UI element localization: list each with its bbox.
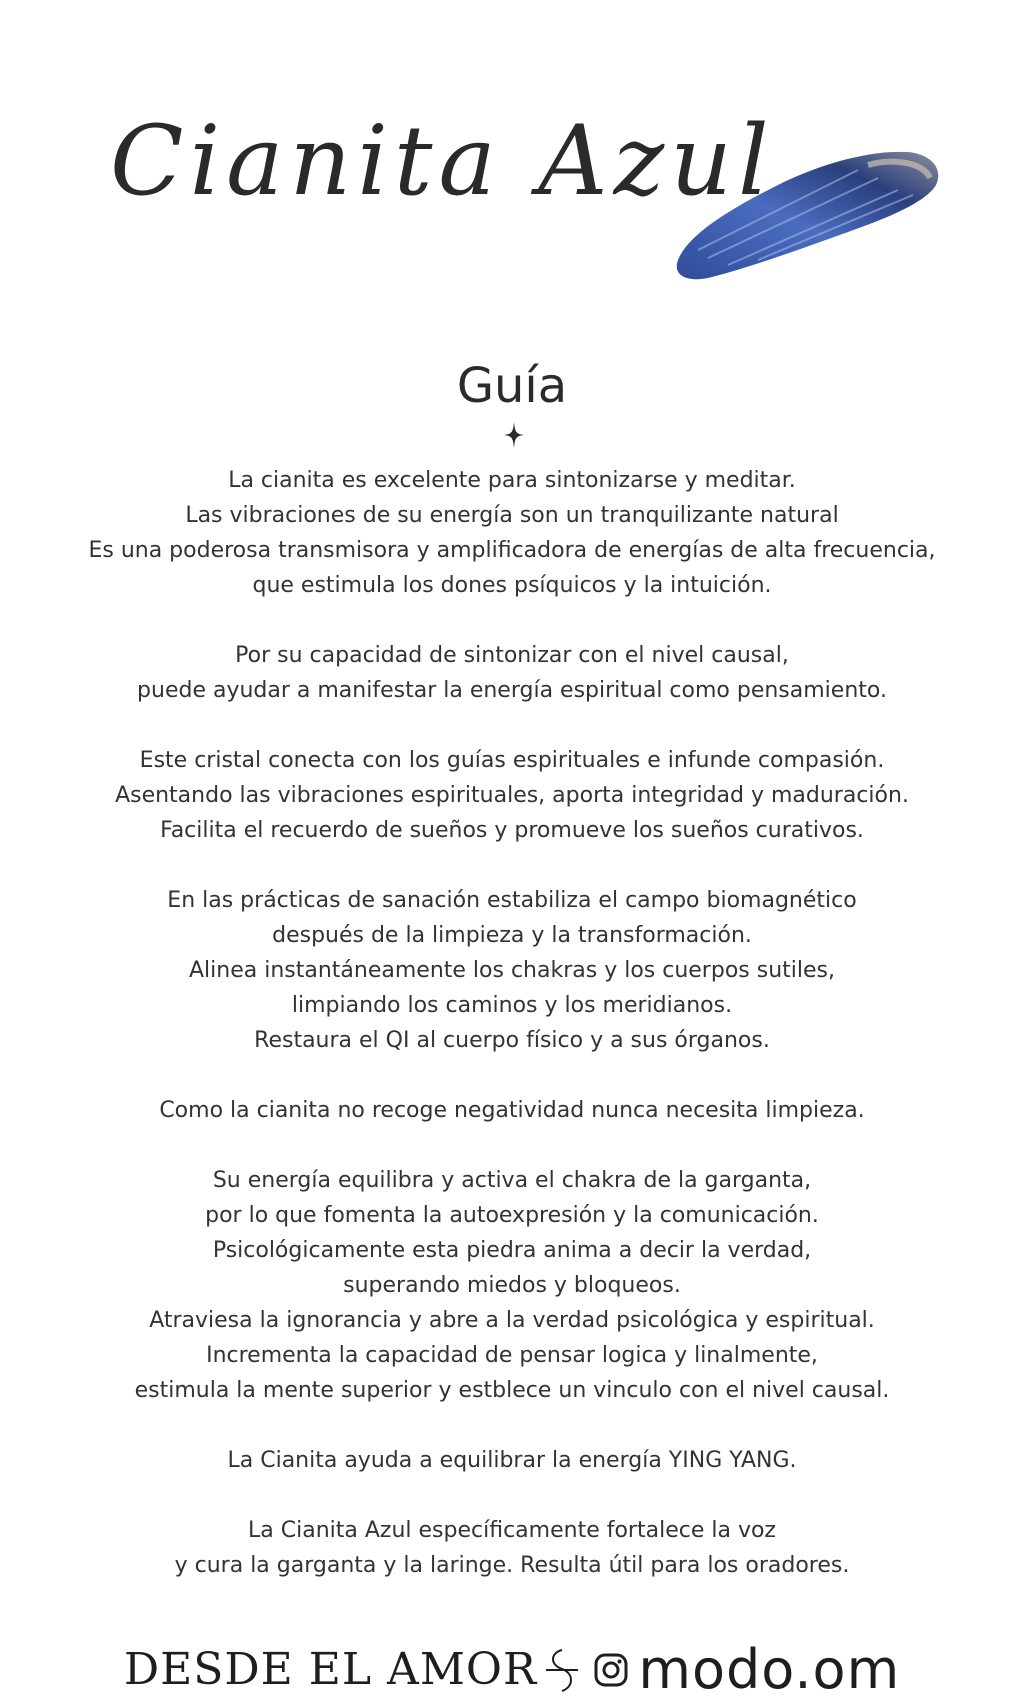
guide-text — [40, 463, 984, 1618]
text-line: Las vibraciones de su energía son un tranquilizante natural — [185, 503, 839, 528]
text-line: Atraviesa la ignorancia y abre a la verdad psicológica y espiritual. — [149, 1308, 875, 1333]
text-line: Por su capacidad de sintonizar con el nivel causal, — [235, 643, 789, 668]
text-line: superando miedos y bloqueos. — [343, 1273, 681, 1298]
brand-left-text: DESDE EL AMOR — [123, 1644, 538, 1695]
page-title: Cianita Azul — [110, 105, 775, 217]
text-line: Es una poderosa transmisora y amplificadora de energías de alta frecuencia, — [88, 538, 936, 563]
brand-right-text: modo.om — [638, 1638, 901, 1701]
header — [0, 0, 1024, 330]
text-line: y cura la garganta y la laringe. Resulta útil para los oradores. — [174, 1553, 850, 1578]
text-line: La cianita es excelente para sintonizarse y meditar. — [228, 468, 796, 493]
infinity-s-logo-icon — [542, 1645, 582, 1695]
paragraph — [40, 1443, 984, 1478]
text-line: Su energía equilibra y activa el chakra de la garganta, — [212, 1168, 812, 1193]
paragraph — [40, 1513, 984, 1583]
text-line: Como la cianita no recoge negatividad nunca necesita limpieza. — [159, 1098, 865, 1123]
text-line: La Cianita ayuda a equilibrar la energía YING YANG. — [227, 1448, 797, 1473]
text-line: Facilita el recuerdo de sueños y promueve los sueños curativos. — [160, 818, 864, 843]
text-line: limpiando los caminos y los meridianos. — [291, 993, 733, 1018]
text-line: por lo que fomenta la autoexpresión y la comunicación. — [205, 1203, 819, 1228]
paragraph — [40, 1163, 984, 1408]
paragraph — [40, 1093, 984, 1128]
paragraph — [40, 743, 984, 848]
footer-brand — [0, 1638, 1024, 1701]
section-heading: Guía — [456, 358, 568, 414]
paragraph — [40, 463, 984, 603]
text-line: Alinea instantáneamente los chakras y los cuerpos sutiles, — [189, 958, 835, 983]
text-line: Este cristal conecta con los guías espirituales e infunde compasión. — [139, 748, 885, 773]
paragraph — [40, 883, 984, 1058]
sparkle-icon — [502, 420, 526, 450]
paragraph — [40, 638, 984, 708]
text-line: estimula la mente superior y estblece un vinculo con el nivel causal. — [134, 1378, 890, 1403]
text-line: Incrementa la capacidad de pensar logica y linalmente, — [206, 1343, 818, 1368]
text-line: Asentando las vibraciones espirituales, aporta integridad y maduración. — [115, 783, 909, 808]
text-line: En las prácticas de sanación estabiliza el campo biomagnético — [167, 888, 857, 913]
text-line: Restaura el QI al cuerpo físico y a sus órganos. — [254, 1028, 770, 1053]
instagram-icon[interactable] — [593, 1652, 629, 1688]
text-line: Psicológicamente esta piedra anima a decir la verdad, — [212, 1238, 812, 1263]
text-line: que estimula los dones psíquicos y la intuición. — [252, 573, 772, 598]
text-line: La Cianita Azul específicamente fortalece la voz — [248, 1518, 776, 1543]
text-line: puede ayudar a manifestar la energía espiritual como pensamiento. — [137, 678, 887, 703]
blue-kyanite-crystal-icon — [668, 140, 948, 310]
text-line: después de la limpieza y la transformación. — [272, 923, 752, 948]
